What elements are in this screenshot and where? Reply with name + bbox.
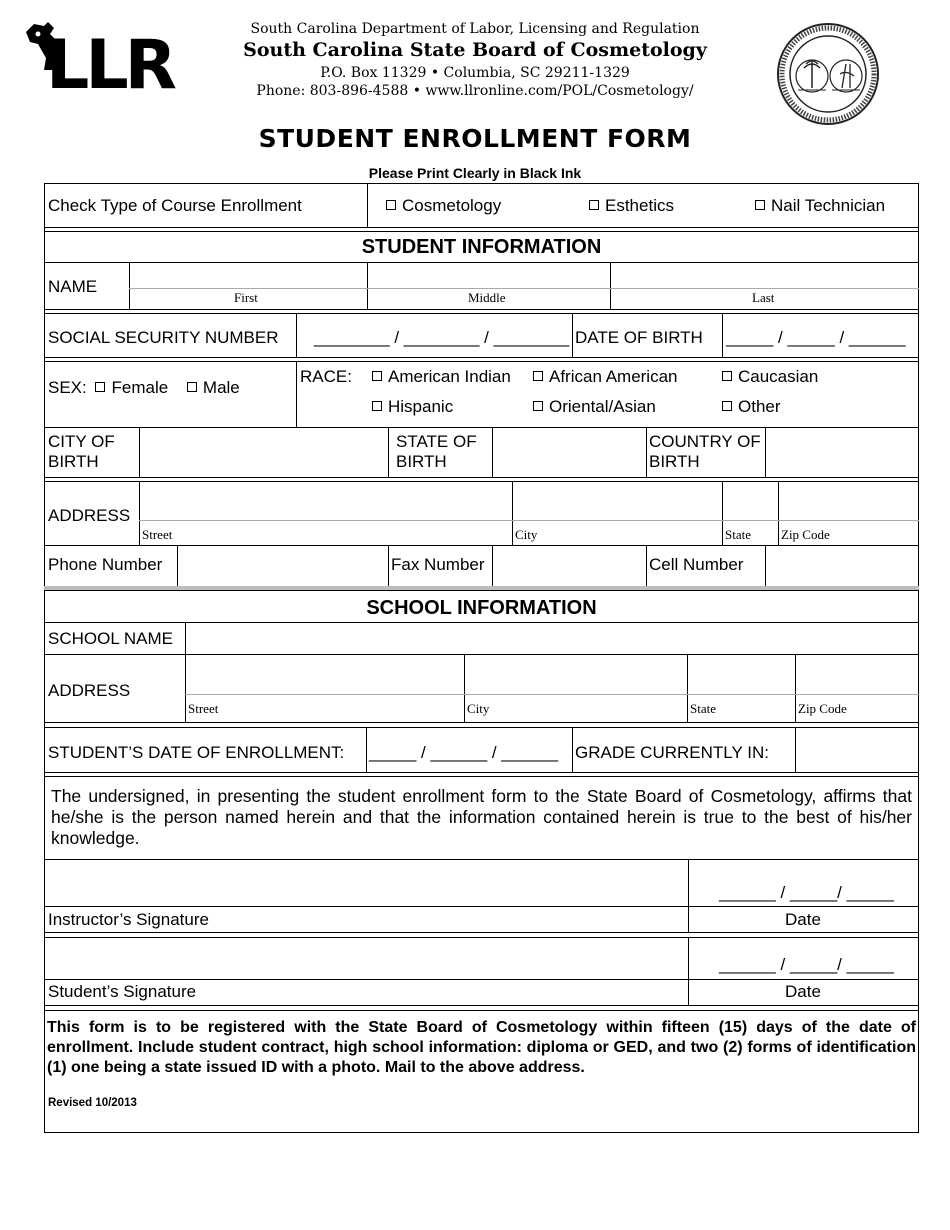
school-city-caption: City <box>467 701 490 716</box>
enrollment-date-label: STUDENT’S DATE OF ENROLLMENT: <box>48 743 345 762</box>
race-label: RACE: <box>300 367 352 386</box>
checkbox-icon[interactable] <box>187 382 197 392</box>
race-option-other[interactable]: Other <box>722 397 781 417</box>
address-street-caption: Street <box>142 527 173 542</box>
race-option-african-american[interactable]: African American <box>533 367 678 387</box>
student-signature-label: Student’s Signature <box>48 982 197 1001</box>
fax-input[interactable] <box>492 545 647 586</box>
school-zip-caption: Zip Code <box>798 701 847 716</box>
school-state-caption: State <box>690 701 716 716</box>
board-name: South Carolina State Board of Cosmetology <box>243 39 707 61</box>
form-subtitle: Please Print Clearly in Black Ink <box>368 165 582 181</box>
race-option-hispanic[interactable]: Hispanic <box>372 397 453 417</box>
checkbox-icon[interactable] <box>372 371 382 381</box>
student-section-title: STUDENT INFORMATION <box>361 236 602 258</box>
checkbox-icon[interactable] <box>722 371 732 381</box>
fax-label: Fax Number <box>391 555 485 574</box>
course-option-esthetics[interactable]: Esthetics <box>589 196 674 216</box>
phone-input[interactable] <box>177 545 388 586</box>
grade-label: GRADE CURRENTLY IN: <box>575 743 769 762</box>
sex-option-male[interactable]: Male <box>187 378 240 397</box>
race-option-caucasian[interactable]: Caucasian <box>722 367 818 387</box>
agency-name: South Carolina Department of Labor, Licensing and Regulation <box>250 21 700 37</box>
checkbox-icon[interactable] <box>589 200 599 210</box>
name-first-caption: First <box>234 290 258 305</box>
student-address-label: ADDRESS <box>48 506 131 525</box>
cell-input[interactable] <box>765 545 919 586</box>
llr-logo <box>24 22 202 94</box>
checkbox-icon[interactable] <box>386 200 396 210</box>
dob-label: DATE OF BIRTH <box>575 328 703 347</box>
svg-text:LLR: LLR <box>46 26 174 94</box>
dob-input[interactable]: _____ / _____ / ______ <box>726 328 906 347</box>
sex-field: SEX: Female Male <box>48 378 240 397</box>
student-signature-input[interactable] <box>45 938 687 979</box>
country-of-birth-input[interactable] <box>765 427 919 477</box>
checkbox-icon[interactable] <box>372 401 382 411</box>
country-of-birth-label: COUNTRY OF BIRTH <box>649 432 761 471</box>
name-middle-caption: Middle <box>468 290 506 305</box>
board-contact: Phone: 803-896-4588 • www.llronline.com/POL/Cosmetology/ <box>256 83 694 99</box>
cell-label: Cell Number <box>649 555 744 574</box>
checkbox-icon[interactable] <box>755 200 765 210</box>
grade-input[interactable] <box>795 727 919 772</box>
ssn-input[interactable]: ________ / ________ / ________ <box>314 328 570 347</box>
affirmation-text: The undersigned, in presenting the student enrollment form to the State Board of Cosmetology, affirms that he/she is the person named herein and that the information contained herein is true to the best of his/her knowledge. <box>51 786 912 848</box>
state-seal <box>776 22 880 126</box>
sex-option-female[interactable]: Female <box>95 378 168 397</box>
student-date-label: Date <box>785 982 821 1001</box>
name-last-caption: Last <box>752 290 775 305</box>
instructor-signature-label: Instructor’s Signature <box>48 910 209 929</box>
board-address: P.O. Box 11329 • Columbia, SC 29211-1329 <box>320 65 630 81</box>
city-of-birth-label: CITY OF BIRTH <box>48 432 115 471</box>
submission-instructions: This form is to be registered with the State Board of Cosmetology within fifteen (15) days of the date of enrollment. Include student contract, high school information: diploma or GED, and two (2) forms of identification (1) one being a state issued ID with a photo. Mail to the above address. <box>47 1019 916 1076</box>
school-name-input[interactable] <box>185 622 919 654</box>
instructor-signature-input[interactable] <box>45 860 687 906</box>
course-option-nail-technician[interactable]: Nail Technician <box>755 196 885 216</box>
state-of-birth-label: STATE OF BIRTH <box>396 432 477 471</box>
checkbox-icon[interactable] <box>95 382 105 392</box>
name-label: NAME <box>48 277 98 296</box>
address-state-caption: State <box>725 527 751 542</box>
revision-date: Revised 10/2013 <box>48 1097 137 1109</box>
checkbox-icon[interactable] <box>533 401 543 411</box>
name-input[interactable] <box>129 262 919 288</box>
race-option-oriental-asian[interactable]: Oriental/Asian <box>533 397 656 417</box>
phone-label: Phone Number <box>48 555 163 574</box>
form-title: STUDENT ENROLLMENT FORM <box>258 124 692 153</box>
student-address-input[interactable] <box>139 481 919 520</box>
checkbox-icon[interactable] <box>722 401 732 411</box>
school-section-title: SCHOOL INFORMATION <box>366 597 597 619</box>
state-of-birth-input[interactable] <box>492 427 647 477</box>
course-option-cosmetology[interactable]: Cosmetology <box>386 196 501 216</box>
address-city-caption: City <box>515 527 538 542</box>
city-of-birth-input[interactable] <box>139 427 388 477</box>
instructor-date-input[interactable]: ______ / _____/ _____ <box>719 883 894 902</box>
school-address-label: ADDRESS <box>48 681 131 700</box>
school-address-input[interactable] <box>185 654 919 694</box>
race-option-american-indian[interactable]: American Indian <box>372 367 511 387</box>
address-zip-caption: Zip Code <box>781 527 830 542</box>
school-street-caption: Street <box>188 701 219 716</box>
student-date-input[interactable]: ______ / _____/ _____ <box>719 955 894 974</box>
course-type-label: Check Type of Course Enrollment <box>48 196 302 215</box>
school-name-label: SCHOOL NAME <box>48 629 174 648</box>
checkbox-icon[interactable] <box>533 371 543 381</box>
instructor-date-label: Date <box>785 910 821 929</box>
enrollment-date-input[interactable]: _____ / ______ / ______ <box>369 743 559 762</box>
ssn-label: SOCIAL SECURITY NUMBER <box>48 328 279 347</box>
